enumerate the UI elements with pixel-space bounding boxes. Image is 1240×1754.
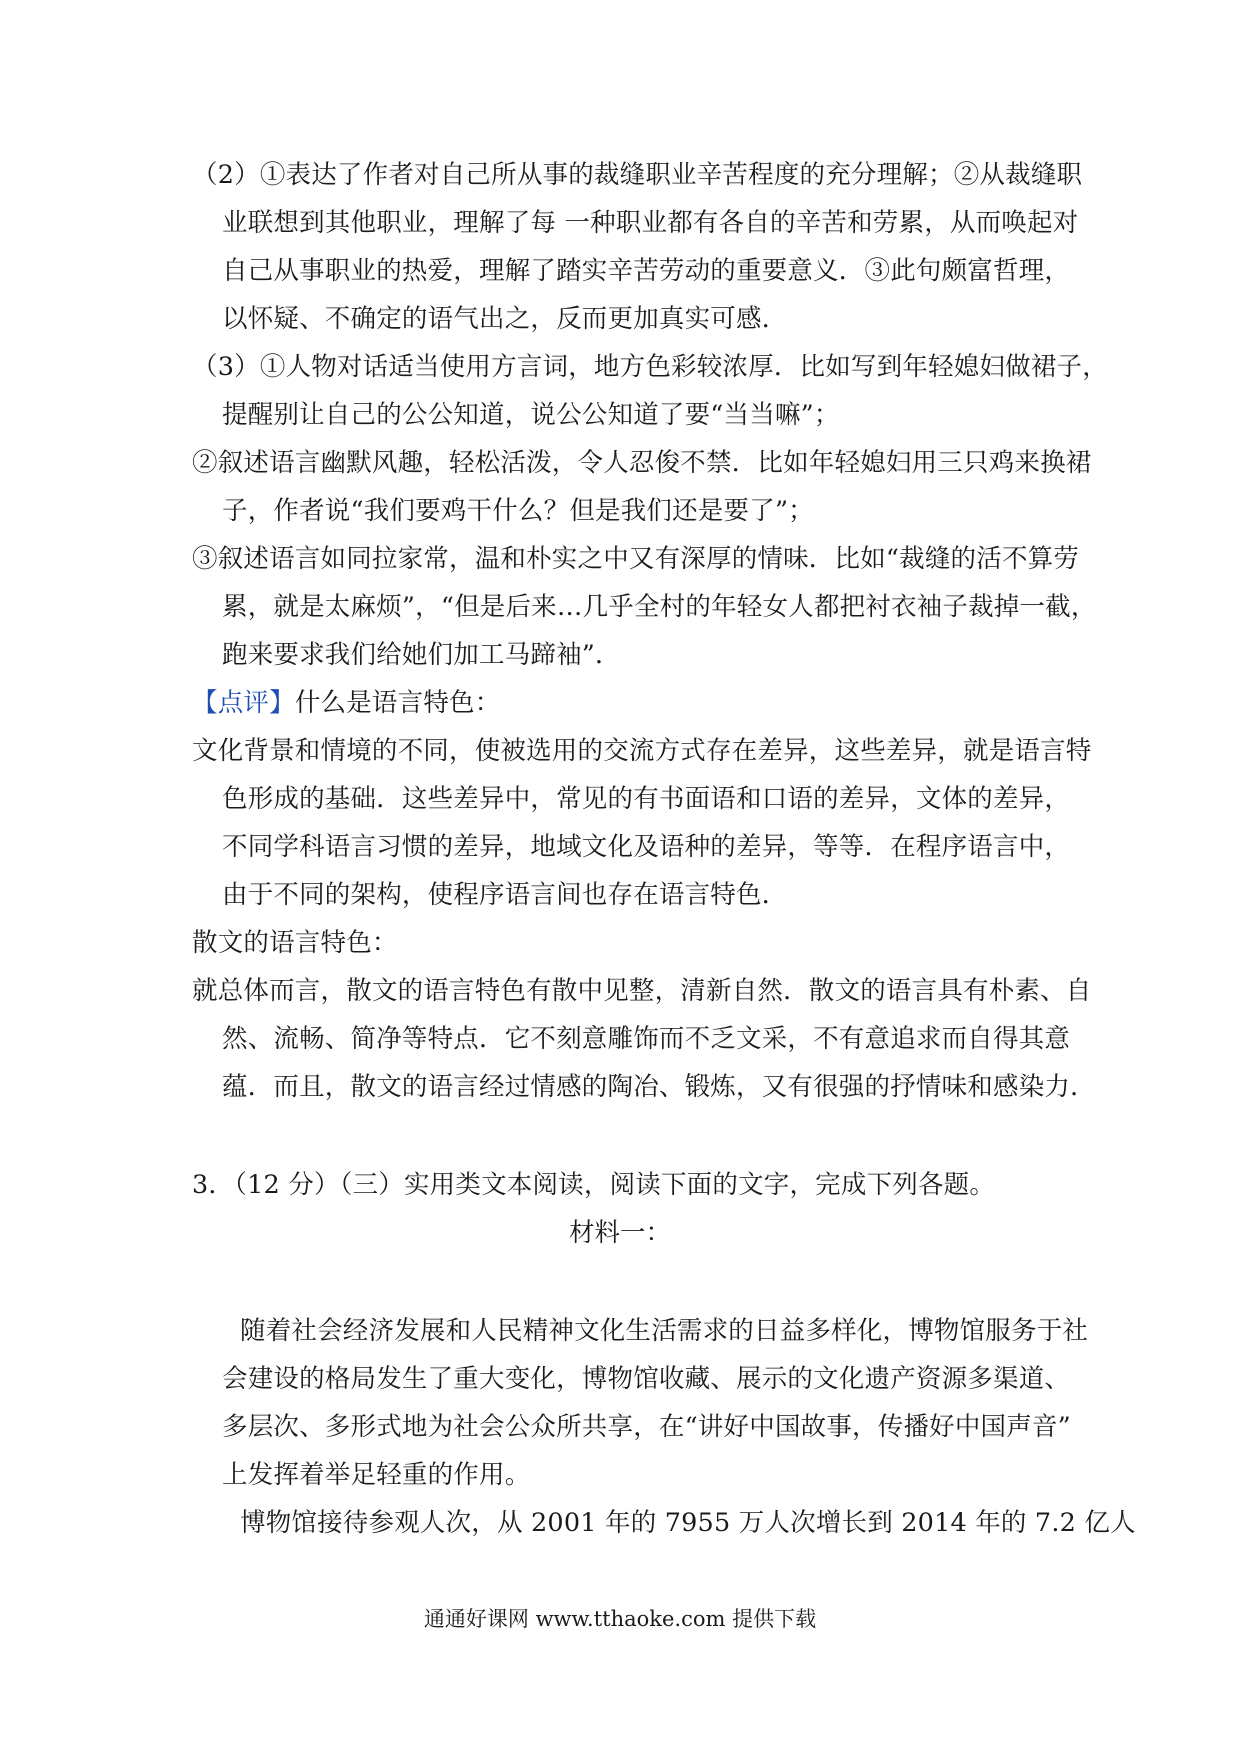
material-para1-line-1: 随着社会经济发展和人民精神文化生活需求的日益多样化，博物馆服务于社 (240, 1316, 1089, 1346)
material-para1-line-3: 多层次、多形式地为社会公众所共享，在“讲好中国故事，传播好中国声音” (222, 1412, 1071, 1442)
comment-tag: 【点评】 (192, 688, 295, 718)
material-para2-line-1: 博物馆接待参观人次，从 2001 年的 7955 万人次增长到 2014 年的 7.2 亿人 (240, 1508, 1136, 1538)
comment-line (192, 685, 500, 721)
answer3-line-7: 跑来要求我们给她们加工马蹄袖”． (222, 640, 621, 670)
language-para-line-2: 色形成的基础．这些差异中，常见的有书面语和口语的差异，文体的差异， (222, 784, 1071, 814)
prose-para-line-2: 然、流畅、简净等特点．它不刻意雕饰而不乏文采，不有意追求而自得其意 (222, 1024, 1071, 1054)
prose-para-line-3: 蕴．而且，散文的语言经过情感的陶冶、锻炼，又有很强的抒情味和感染力． (222, 1072, 1096, 1102)
answer3-line-4: 子，作者说“我们要鸡干什么？但是我们还是要了”； (222, 496, 814, 526)
material-title: 材料一： (568, 1218, 671, 1248)
answer3-line-1: （3）①人物对话适当使用方言词，地方色彩较浓厚．比如写到年轻媳妇做裙子， (192, 352, 1108, 382)
answer3-line-6: 累，就是太麻烦”，“但是后来…几乎全村的年轻女人都把衬衣袖子裁掉一截， (222, 592, 1097, 622)
prose-para-line-1: 就总体而言，散文的语言特色有散中见整，清新自然．散文的语言具有朴素、自 (192, 976, 1092, 1006)
language-para-line-3: 不同学科语言习惯的差异，地域文化及语种的差异，等等．在程序语言中， (222, 832, 1071, 862)
material-para1-line-2: 会建设的格局发生了重大变化，博物馆收藏、展示的文化遗产资源多渠道、 (222, 1364, 1071, 1394)
footer-source: 通通好课网 www.tthaoke.com 提供下载 (423, 1607, 817, 1631)
answer3-line-2: 提醒别让自己的公公知道，说公公知道了要“当当嘛”； (222, 400, 840, 430)
material-para1-line-4: 上发挥着举足轻重的作用。 (222, 1460, 531, 1490)
language-para-line-1: 文化背景和情境的不同，使被选用的交流方式存在差异，这些差异，就是语言特 (192, 736, 1092, 766)
answer2-line-2: 业联想到其他职业，理解了每 一种职业都有各自的辛苦和劳累，从而唤起对 (222, 208, 1079, 238)
answer2-line-4: 以怀疑、不确定的语气出之，反而更加真实可感． (222, 304, 788, 334)
language-para-line-4: 由于不同的架构，使程序语言间也存在语言特色． (222, 880, 788, 910)
answer2-line-3: 自己从事职业的热爱，理解了踏实辛苦劳动的重要意义．③此句颇富哲理， (222, 256, 1071, 286)
prose-heading: 散文的语言特色： (192, 928, 398, 958)
comment-intro: 什么是语言特色： (294, 688, 501, 718)
question-3: 3．（12 分）（三）实用类文本阅读，阅读下面的文字，完成下列各题。 (192, 1170, 996, 1200)
answer3-line-5: ③叙述语言如同拉家常，温和朴实之中又有深厚的情味．比如“裁缝的活不算劳 (192, 544, 1080, 574)
answer2-line-1: （2）①表达了作者对自己所从事的裁缝职业辛苦程度的充分理解；②从裁缝职 (192, 160, 1083, 190)
answer3-line-3: ②叙述语言幽默风趣，轻松活泼，令人忍俊不禁．比如年轻媳妇用三只鸡来换裙 (192, 448, 1092, 478)
